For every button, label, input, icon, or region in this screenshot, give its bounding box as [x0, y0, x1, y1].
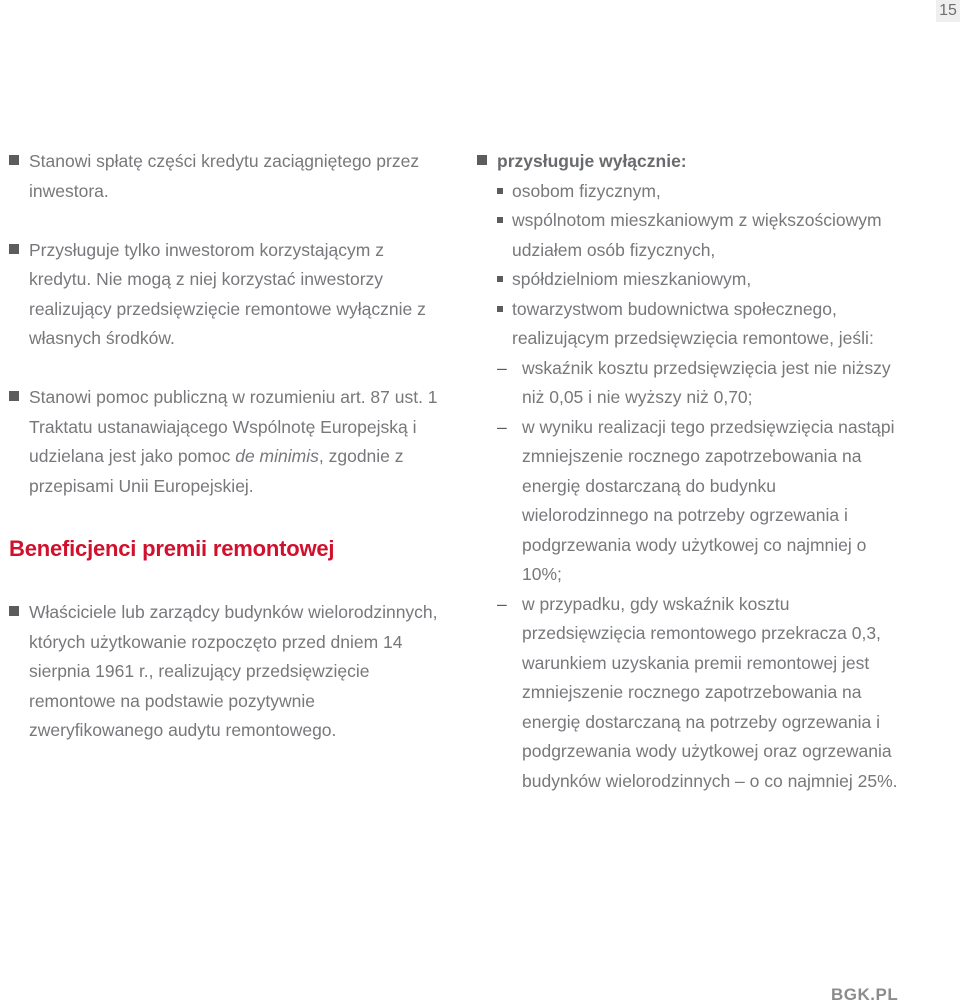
list-item: spółdzielniom mieszkaniowym,	[477, 265, 907, 295]
square-bullet-icon	[9, 155, 19, 165]
intro-text: przysługuje wyłącznie:	[497, 151, 687, 171]
section-heading: Beneficjenci premii remontowej	[9, 536, 335, 561]
condition-item: – w wyniku realizacji tego przedsięwzięcia nastąpi zmniejszenie rocznego zapotrzebowania na energię dostarczaną do budynku wielorodzinnego na potrzeby ogrzewania i podgrzewania wody użytkowej co najmniej o 10%;	[477, 413, 907, 590]
eligibility-intro	[477, 147, 907, 177]
list-item: wspólnotom mieszkaniowym z większościowym udziałem osób fizycznych,	[477, 206, 907, 265]
paragraph-public-aid	[9, 383, 439, 501]
condition-item: – wskaźnik kosztu przedsięwzięcia jest nie niższy niż 0,05 i nie wyższy niż 0,70;	[477, 354, 907, 413]
paragraph-text-end: , zgodnie z przepisami Unii Europejskiej.	[29, 446, 404, 496]
small-square-bullet-icon	[497, 306, 503, 312]
list-item: towarzystwom budownictwa społecznego, realizującym przedsięwzięcia remontowe, jeśli:	[477, 295, 907, 354]
paragraph-beneficiaries	[9, 598, 439, 746]
paragraph-text: Przysługuje tylko inwestorom korzystającym z kredytu. Nie mogą z niej korzystać inwestorzy realizujący przedsięwzięcie remontowe wyłącznie z własnych środków.	[29, 239, 426, 348]
small-square-bullet-icon	[497, 188, 503, 194]
page-number: 15	[936, 0, 960, 22]
square-bullet-icon	[9, 391, 19, 401]
paragraph-eligibility	[9, 236, 439, 354]
footer-website: BGK.PL	[831, 985, 899, 1004]
dash-bullet-icon: –	[497, 357, 507, 378]
paragraph-repayment	[9, 147, 439, 206]
condition-item: – w przypadku, gdy wskaźnik kosztu przedsięwzięcia remontowego przekracza 0,3, warunkiem uzyskania premii remontowej jest zmniejszenie rocznego zapotrzebowania na energię dostarczaną na potrzeby ogrzewania i podgrzewania wody użytkowej oraz ogrzewania budynków wielorodzinnych – o co najmniej 25%.	[477, 590, 907, 797]
right-column	[477, 147, 907, 796]
left-column	[9, 147, 439, 746]
paragraph-text: Właściciele lub zarządcy budynków wielorodzinnych, których użytkowanie rozpoczęto przed dniem 14 sierpnia 1961 r., realizujący przedsięwzięcie remontowe na podstawie pozytywnie zweryfikowanego audytu remontowego.	[29, 602, 438, 740]
square-bullet-icon	[9, 244, 19, 254]
paragraph-text: Stanowi spłatę części kredytu zaciągniętego przez inwestora.	[29, 151, 420, 201]
dash-bullet-icon: –	[497, 416, 507, 437]
small-square-bullet-icon	[497, 276, 503, 282]
square-bullet-icon	[9, 606, 19, 616]
paragraph-text-start: Stanowi pomoc publiczną w rozumieniu art. 87 ust. 1 Traktatu ustanawiającego Wspólnotę Europejską i udzielana jest jako pomoc	[29, 387, 438, 466]
de-minimis-term: de minimis	[235, 446, 319, 466]
square-bullet-icon	[477, 155, 487, 165]
dash-bullet-icon: –	[497, 593, 507, 614]
list-item: osobom fizycznym,	[477, 177, 907, 207]
small-square-bullet-icon	[497, 217, 503, 223]
